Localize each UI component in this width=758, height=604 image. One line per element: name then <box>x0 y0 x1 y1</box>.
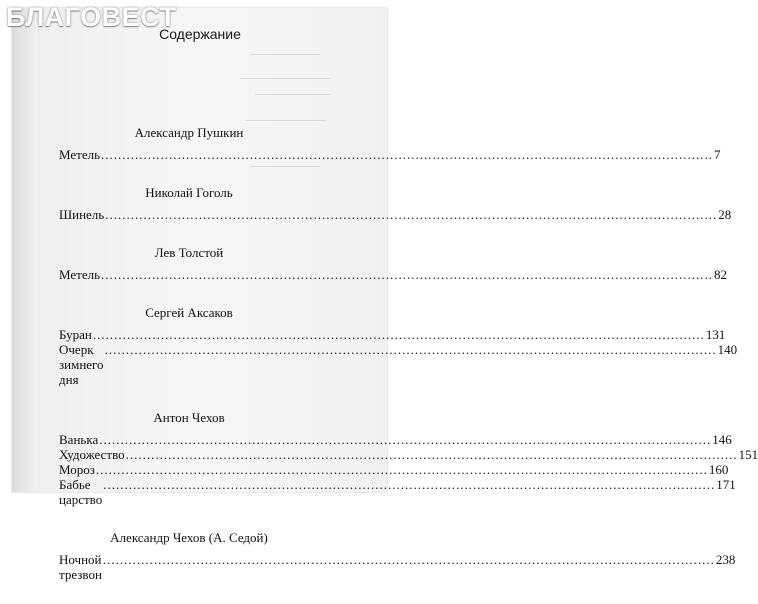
entry-page-number: 131 <box>705 327 726 342</box>
show-through-line <box>240 70 330 79</box>
dot-leader <box>105 342 717 357</box>
entry-page-number: 28 <box>718 207 732 222</box>
watermark-logo: БЛАГОВЕСТ <box>6 2 177 32</box>
toc-entry <box>59 342 738 387</box>
dot-leader <box>105 207 717 222</box>
show-through-line <box>245 112 325 121</box>
entry-title: Шинель <box>59 207 105 222</box>
toc-entry <box>59 327 726 342</box>
entry-title: Метель <box>59 147 101 162</box>
toc-entry <box>59 462 729 477</box>
show-through-line <box>255 86 330 95</box>
toc-entry <box>59 447 758 462</box>
entry-title: Ночной трезвон <box>59 552 102 582</box>
entry-page-number: 140 <box>717 342 738 357</box>
toc-entry <box>59 477 736 507</box>
toc-entry <box>59 552 736 582</box>
entry-title: Очерк зимнего дня <box>59 342 104 387</box>
entry-title: Мороз <box>59 462 95 477</box>
entry-title: Буран <box>59 327 92 342</box>
entry-title: Ванька <box>59 432 99 447</box>
toc-section <box>59 409 758 507</box>
table-of-contents <box>59 124 758 604</box>
author-heading: Александр Чехов (А. Седой) <box>110 530 268 545</box>
author-heading: Лев Толстой <box>154 245 224 260</box>
author-heading: Александр Пушкин <box>134 125 244 140</box>
entry-page-number: 238 <box>715 552 736 567</box>
entry-title: Бабье царство <box>59 477 103 507</box>
toc-entry <box>59 267 728 282</box>
toc-section <box>59 184 732 222</box>
dot-leader <box>93 327 705 342</box>
dot-leader <box>99 432 711 447</box>
entry-page-number: 146 <box>712 432 732 447</box>
dot-leader <box>101 267 713 282</box>
dot-leader <box>103 477 715 492</box>
entry-page-number: 151 <box>738 447 758 462</box>
entry-page-number: 82 <box>714 267 728 282</box>
show-through-line <box>250 46 320 55</box>
toc-title: Содержание <box>159 26 241 42</box>
toc-entry <box>59 207 732 222</box>
dot-leader <box>96 462 708 477</box>
dot-leader <box>126 447 738 462</box>
toc-entry <box>59 432 732 447</box>
entry-page-number: 7 <box>714 147 721 162</box>
toc-section <box>59 304 738 387</box>
author-heading: Николай Гоголь <box>145 185 233 200</box>
dot-leader <box>101 147 713 162</box>
entry-page-number: 171 <box>716 477 736 492</box>
toc-entry <box>59 147 721 162</box>
author-heading: Сергей Аксаков <box>145 305 233 320</box>
entry-page-number: 160 <box>708 462 729 477</box>
entry-title: Художество <box>59 447 125 462</box>
author-heading: Антон Чехов <box>153 410 225 425</box>
toc-section <box>59 244 728 282</box>
toc-section <box>59 124 721 162</box>
toc-section <box>59 529 736 582</box>
entry-title: Метель <box>59 267 101 282</box>
dot-leader <box>103 552 715 567</box>
